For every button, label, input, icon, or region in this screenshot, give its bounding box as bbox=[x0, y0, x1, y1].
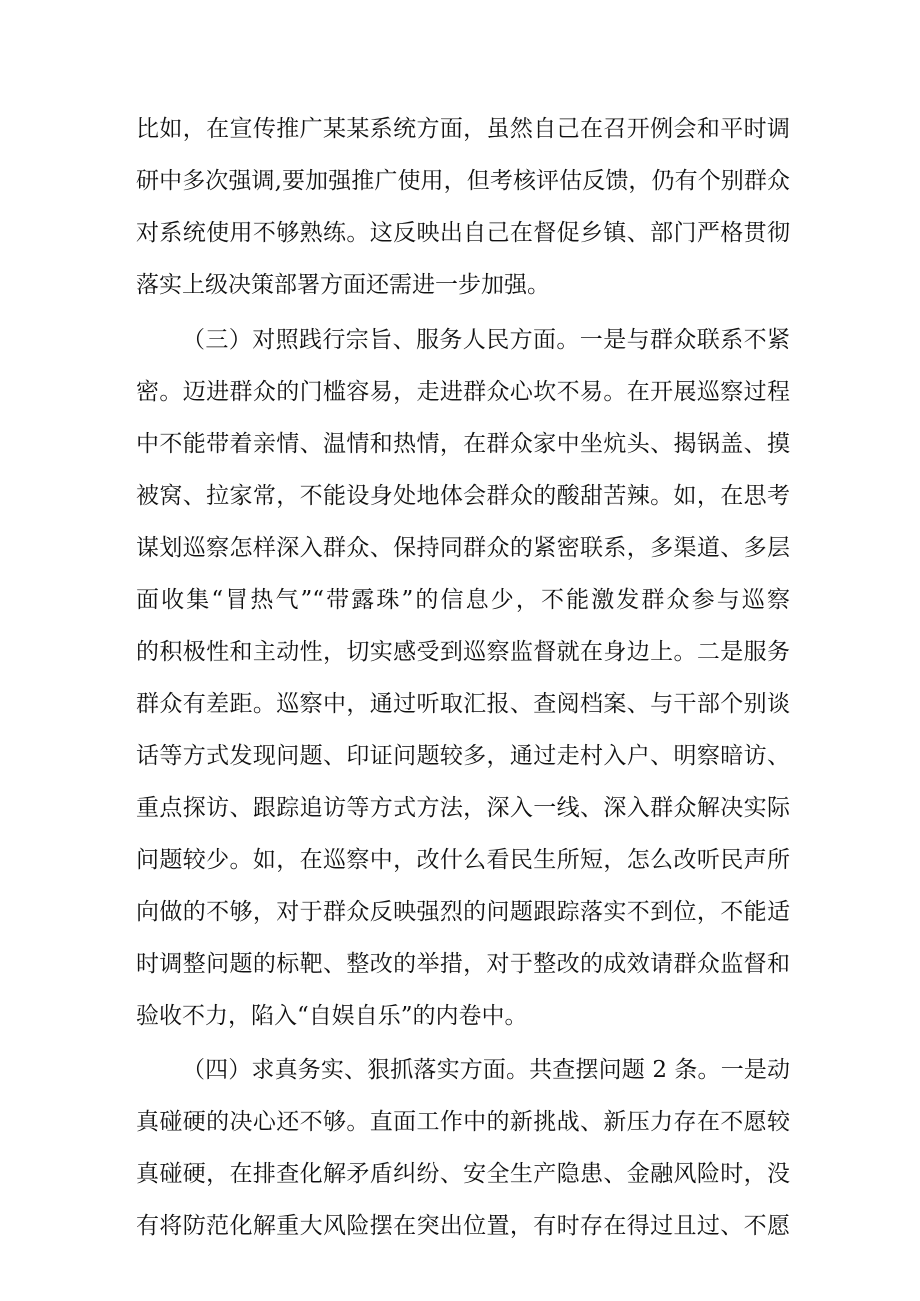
paragraph-2-line-6: 面收集“冒热气”“带露珠”的信息少，不能激发群众参与巡察 bbox=[136, 587, 790, 613]
paragraph-2-line-7: 的积极性和主动性，切实感受到巡察监督就在身边上。二是服务 bbox=[136, 639, 790, 665]
paragraph-2-line-4: 被窝、拉家常，不能设身处地体会群众的酸甜苦辣。如，在思考 bbox=[136, 483, 790, 509]
paragraph-3-line-4: 有将防范化解重大风险摆在突出位置，有时存在得过且过、不愿 bbox=[136, 1213, 790, 1239]
paragraph-2-line-10: 重点探访、跟踪追访等方式方法，深入一线、深入群众解决实际 bbox=[136, 795, 790, 821]
paragraph-2-line-14: 验收不力，陷入“自娱自乐”的内卷中。 bbox=[136, 1003, 528, 1029]
paragraph-1-line-2: 研中多次强调,要加强推广使用，但考核评估反馈，仍有个别群众 bbox=[136, 168, 790, 194]
paragraph-2-line-3: 中不能带着亲情、温情和热情，在群众家中坐炕头、揭锅盖、摸 bbox=[136, 431, 790, 457]
paragraph-1-line-3: 对系统使用不够熟练。这反映出自己在督促乡镇、部门严格贯彻 bbox=[136, 220, 790, 246]
paragraph-2-line-13: 时调整问题的标靶、整改的举措，对于整改的成效请群众监督和 bbox=[136, 951, 790, 977]
paragraph-2-line-1: （三）对照践行宗旨、服务人民方面。一是与群众联系不紧 bbox=[182, 327, 790, 353]
paragraph-2-line-8: 群众有差距。巡察中，通过听取汇报、查阅档案、与干部个别谈 bbox=[136, 691, 790, 717]
paragraph-2-line-11: 问题较少。如，在巡察中，改什么看民生所短，怎么改听民声所 bbox=[136, 847, 790, 873]
paragraph-2-line-9: 话等方式发现问题、印证问题较多，通过走村入户、明察暗访、 bbox=[136, 743, 790, 769]
paragraph-1-line-4: 落实上级决策部署方面还需进一步加强。 bbox=[136, 272, 550, 298]
paragraph-2-line-2: 密。迈进群众的门槛容易，走进群众心坎不易。在开展巡察过程 bbox=[136, 379, 790, 405]
paragraph-3-line-1: （四）求真务实、狠抓落实方面。共查摆问题 2 条。一是动 bbox=[182, 1057, 790, 1083]
paragraph-3-line-3: 真碰硬，在排查化解矛盾纠纷、安全生产隐患、金融风险时，没 bbox=[136, 1161, 790, 1187]
paragraph-2-line-5: 谋划巡察怎样深入群众、保持同群众的紧密联系，多渠道、多层 bbox=[136, 535, 790, 561]
paragraph-2-line-12: 向做的不够，对于群众反映强烈的问题跟踪落实不到位，不能适 bbox=[136, 899, 790, 925]
paragraph-1-line-1: 比如，在宣传推广某某系统方面，虽然自己在召开例会和平时调 bbox=[136, 116, 790, 142]
paragraph-3-line-2: 真碰硬的决心还不够。直面工作中的新挑战、新压力存在不愿较 bbox=[136, 1109, 790, 1135]
